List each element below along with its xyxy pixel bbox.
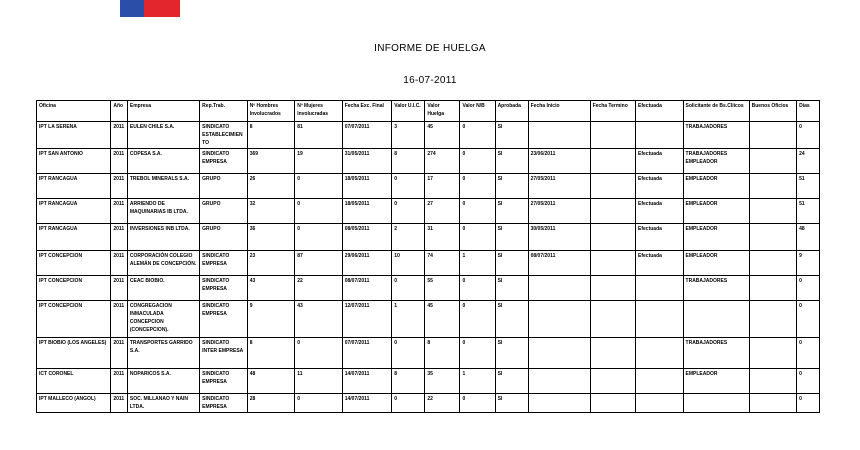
table-cell: 0 — [797, 394, 820, 413]
table-cell: CEAC BIOBIO. — [127, 276, 199, 301]
table-cell: 369 — [247, 149, 295, 174]
column-header: Año — [111, 101, 128, 122]
table-cell: 87 — [295, 251, 343, 276]
table-cell: 2011 — [111, 251, 128, 276]
table-header-row — [37, 101, 820, 122]
table-row — [37, 251, 820, 276]
table-row — [37, 394, 820, 413]
table-cell: SINDICATO EMPRESA — [200, 394, 248, 413]
table-cell: IPT CONCEPCION — [37, 251, 111, 276]
table-cell: 9 — [797, 251, 820, 276]
table-cell — [749, 394, 797, 413]
table-cell: 26 — [247, 174, 295, 199]
table-cell — [749, 122, 797, 149]
column-header: Aprobada — [495, 101, 528, 122]
table-cell: GRUPO — [200, 174, 248, 199]
table-cell: 74 — [425, 251, 460, 276]
gobierno-logo — [120, 0, 310, 17]
table-cell: 27 — [425, 199, 460, 224]
column-header: Solicitante de Bs.Cliicos — [683, 101, 749, 122]
table-cell: SI — [495, 174, 528, 199]
table-cell: 2011 — [111, 338, 128, 369]
table-cell: 28 — [247, 394, 295, 413]
table-cell: 51 — [797, 199, 820, 224]
table-cell: 45 — [425, 301, 460, 338]
table-cell: 8 — [392, 369, 425, 394]
table-cell: CORPORACIÓN COLEGIO ALEMÁN DE CONCEPCIÓN. — [127, 251, 199, 276]
table-body — [37, 122, 820, 413]
table-cell: 0 — [460, 338, 495, 369]
column-header: Días — [797, 101, 820, 122]
table-cell: NOPARICOS S.A. — [127, 369, 199, 394]
table-cell — [590, 276, 635, 301]
table-cell: 14/07/2011 — [342, 394, 392, 413]
table-cell — [636, 369, 684, 394]
table-cell: EMPLEADOR — [683, 251, 749, 276]
table-cell: CONGREGACION INMACULADA CONCEPCION (CONCEPCION). — [127, 301, 199, 338]
column-header: Nº Mujeres Involucradas — [295, 101, 343, 122]
table-cell — [528, 301, 590, 338]
table-cell: 0 — [295, 174, 343, 199]
table-cell: 0 — [460, 224, 495, 251]
table-cell — [590, 251, 635, 276]
table-cell: 07/07/2011 — [342, 338, 392, 369]
table-cell — [636, 301, 684, 338]
table-cell: IPT LA SERENA — [37, 122, 111, 149]
table-row — [37, 174, 820, 199]
table-cell — [749, 199, 797, 224]
table-cell: SI — [495, 122, 528, 149]
table-cell: 8 — [247, 338, 295, 369]
table-cell: Efectuada — [636, 149, 684, 174]
table-cell: 18/05/2011 — [342, 199, 392, 224]
table-cell: 2011 — [111, 276, 128, 301]
table-cell — [528, 122, 590, 149]
column-header: Buenos Oficios — [749, 101, 797, 122]
table-cell: EMPLEADOR — [683, 369, 749, 394]
table-cell: SINDICATO EMPRESA — [200, 369, 248, 394]
table-cell: 11 — [295, 369, 343, 394]
table-cell: 27/05/2011 — [528, 174, 590, 199]
table-cell: 2011 — [111, 199, 128, 224]
column-header: Empresa — [127, 101, 199, 122]
table-cell: 48 — [247, 369, 295, 394]
table-cell: SI — [495, 199, 528, 224]
table-cell — [636, 122, 684, 149]
table-cell: 14/07/2011 — [342, 369, 392, 394]
table-cell: SI — [495, 301, 528, 338]
table-cell: 2011 — [111, 149, 128, 174]
table-cell: 0 — [797, 369, 820, 394]
table-cell: 81 — [295, 122, 343, 149]
table-cell: SINDICATO EMPRESA — [200, 276, 248, 301]
table-cell: 27/05/2011 — [528, 199, 590, 224]
table-cell: 0 — [460, 276, 495, 301]
table-cell: COPESA S.A. — [127, 149, 199, 174]
table-cell: 10 — [392, 251, 425, 276]
table-cell: 0 — [460, 394, 495, 413]
table-cell — [749, 251, 797, 276]
table-cell — [528, 394, 590, 413]
table-cell: IPT CONCEPCION — [37, 276, 111, 301]
table-cell: SI — [495, 251, 528, 276]
table-cell: 0 — [797, 301, 820, 338]
table-cell: 19 — [295, 149, 343, 174]
table-cell: 17 — [425, 174, 460, 199]
table-cell: GRUPO — [200, 224, 248, 251]
table-cell: IPT RANCAGUA — [37, 174, 111, 199]
table-cell — [590, 199, 635, 224]
table-cell: SI — [495, 149, 528, 174]
table-cell: Efectuada — [636, 224, 684, 251]
table-cell — [636, 338, 684, 369]
table-cell: 0 — [392, 199, 425, 224]
table-cell — [683, 301, 749, 338]
table-cell: 2011 — [111, 122, 128, 149]
table-cell: 51 — [797, 174, 820, 199]
table-cell — [636, 276, 684, 301]
table-cell: 31 — [425, 224, 460, 251]
table-cell: 0 — [392, 394, 425, 413]
table-cell: TRABAJADORES — [683, 338, 749, 369]
column-header: Rep.Trab. — [200, 101, 248, 122]
table-cell: SINDICATO EMPRESA — [200, 149, 248, 174]
table-cell: SINDICATO EMPRESA — [200, 251, 248, 276]
column-header: Fecha Termino — [590, 101, 635, 122]
table-cell: SINDICATO ESTABLECIMIENTO — [200, 122, 248, 149]
table-cell: 22 — [295, 276, 343, 301]
table-cell: TRABAJADORES — [683, 276, 749, 301]
table-cell: 0 — [460, 149, 495, 174]
table-cell: 0 — [460, 199, 495, 224]
table-cell: Efectuada — [636, 251, 684, 276]
table-cell — [749, 338, 797, 369]
table-cell: 0 — [295, 338, 343, 369]
table-cell: TRANSPORTES GARRIDO S.A. — [127, 338, 199, 369]
table-cell: 43 — [247, 276, 295, 301]
table-cell: 32 — [247, 199, 295, 224]
table-cell: SI — [495, 394, 528, 413]
table-cell: TRABAJADORES EMPLEADOR — [683, 149, 749, 174]
column-header: Fecha Inicio — [528, 101, 590, 122]
table-cell: 45 — [425, 122, 460, 149]
table-cell: ARRIENDO DE MAQUINARIAS IB LTDA. — [127, 199, 199, 224]
table-cell: 0 — [460, 122, 495, 149]
table-cell: EMPLEADOR — [683, 199, 749, 224]
table-cell: Efectuada — [636, 174, 684, 199]
table-cell: 08/07/2011 — [342, 276, 392, 301]
table-cell: 08/07/2011 — [528, 251, 590, 276]
table-cell: 0 — [460, 174, 495, 199]
report-date: 16-07-2011 — [403, 75, 457, 86]
logo-text: Gobierno de Chile — [271, 7, 310, 12]
table-cell: 1 — [392, 301, 425, 338]
table-cell — [590, 338, 635, 369]
table-cell: 1 — [460, 369, 495, 394]
table-cell — [749, 224, 797, 251]
table-cell: 22 — [425, 394, 460, 413]
table-cell: 0 — [295, 224, 343, 251]
table-cell: 8 — [425, 338, 460, 369]
table-cell: 0 — [392, 174, 425, 199]
table-cell: 30/05/2011 — [528, 224, 590, 251]
table-cell — [528, 338, 590, 369]
table-cell: IPT CONCEPCION — [37, 301, 111, 338]
table-cell — [590, 369, 635, 394]
table-row — [37, 338, 820, 369]
table-cell: 18/05/2011 — [342, 174, 392, 199]
table-row — [37, 301, 820, 338]
table-cell: 36 — [247, 224, 295, 251]
table-cell: 08/05/2011 — [342, 224, 392, 251]
table-cell: IPT RANCAGUA — [37, 224, 111, 251]
table-row — [37, 149, 820, 174]
column-header: Fecha Exc. Final — [342, 101, 392, 122]
table-cell: 1 — [460, 251, 495, 276]
table-cell: 0 — [392, 338, 425, 369]
table-cell: 0 — [392, 276, 425, 301]
table-cell — [749, 174, 797, 199]
table-cell: 31/05/2011 — [342, 149, 392, 174]
table-cell: 23/06/2011 — [528, 149, 590, 174]
table-cell: 43 — [295, 301, 343, 338]
table-cell: 8 — [247, 122, 295, 149]
strike-report-table — [36, 100, 820, 413]
column-header: Valor N/B — [460, 101, 495, 122]
table-row — [37, 276, 820, 301]
table-cell — [749, 301, 797, 338]
table-cell — [636, 394, 684, 413]
table-cell: 2011 — [111, 174, 128, 199]
table-cell — [749, 369, 797, 394]
column-header: Valor U.I.C. — [392, 101, 425, 122]
table-cell: Efectuada — [636, 199, 684, 224]
table-row — [37, 224, 820, 251]
table-cell — [528, 369, 590, 394]
table-cell: EMPLEADOR — [683, 174, 749, 199]
report-title: INFORME DE HUELGA — [374, 43, 486, 54]
table-cell: IPT MALLECO (ANGOL) — [37, 394, 111, 413]
table-cell: 29/06/2011 — [342, 251, 392, 276]
table-cell: GRUPO — [200, 199, 248, 224]
table-cell: 0 — [460, 301, 495, 338]
table-row — [37, 199, 820, 224]
table-cell: IPT BIOBIO (LOS ANGELES) — [37, 338, 111, 369]
table-cell — [590, 122, 635, 149]
column-header: Valor Huelga — [425, 101, 460, 122]
table-cell: EMPLEADOR — [683, 224, 749, 251]
table-cell: 35 — [425, 369, 460, 394]
table-cell — [590, 394, 635, 413]
column-header: Oficina — [37, 101, 111, 122]
table-cell: SI — [495, 369, 528, 394]
table-cell: INVERSIONES INB LTDA. — [127, 224, 199, 251]
table-cell: 0 — [797, 338, 820, 369]
table-row — [37, 122, 820, 149]
table-cell: 9 — [247, 301, 295, 338]
table-cell: IPT SAN ANTONIO — [37, 149, 111, 174]
table-cell — [528, 276, 590, 301]
table-cell: SINDICATO INTER EMPRESA — [200, 338, 248, 369]
table-cell: SINDICATO EMPRESA — [200, 301, 248, 338]
table-cell: ICT CORONEL — [37, 369, 111, 394]
table-cell: 0 — [797, 276, 820, 301]
table-cell: 48 — [797, 224, 820, 251]
table-cell: TREBOL MINERALS S.A. — [127, 174, 199, 199]
table-cell: 0 — [295, 394, 343, 413]
table-cell — [590, 301, 635, 338]
table-cell — [749, 149, 797, 174]
table-cell: 274 — [425, 149, 460, 174]
table-cell: EULEN CHILE S.A. — [127, 122, 199, 149]
column-header: Nº Hombres Involucrados — [247, 101, 295, 122]
table-cell: SOC. MILLANAO Y NAIN LTDA. — [127, 394, 199, 413]
table-cell: TRABAJADORES — [683, 122, 749, 149]
table-cell: IPT RANCAGUA — [37, 199, 111, 224]
table-cell: 8 — [392, 149, 425, 174]
table-cell — [749, 276, 797, 301]
table-cell: 07/07/2011 — [342, 122, 392, 149]
table-cell — [590, 174, 635, 199]
table-cell: 0 — [797, 122, 820, 149]
table-cell — [683, 394, 749, 413]
table-cell: 0 — [295, 199, 343, 224]
table-cell: 2011 — [111, 369, 128, 394]
table-cell — [590, 149, 635, 174]
table-cell: 24 — [797, 149, 820, 174]
table-cell: 2011 — [111, 394, 128, 413]
table-cell: 23 — [247, 251, 295, 276]
table-cell: SI — [495, 276, 528, 301]
table-cell: 3 — [392, 122, 425, 149]
table-cell: 55 — [425, 276, 460, 301]
table-row — [37, 369, 820, 394]
table-cell: 2011 — [111, 301, 128, 338]
table-cell: 2 — [392, 224, 425, 251]
table-cell: SI — [495, 338, 528, 369]
column-header: Efectuada — [636, 101, 684, 122]
table-cell: 12/07/2011 — [342, 301, 392, 338]
table-cell — [590, 224, 635, 251]
table-cell: SI — [495, 224, 528, 251]
table-cell: 2011 — [111, 224, 128, 251]
